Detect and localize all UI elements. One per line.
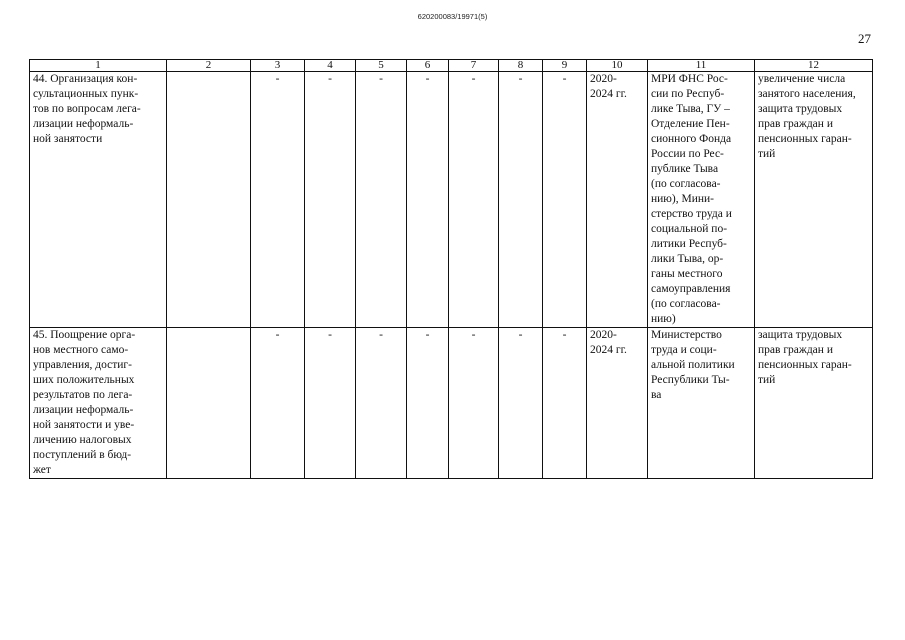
- col5-cell: -: [356, 72, 407, 328]
- header-cell: 6: [407, 60, 449, 72]
- header-row: [30, 60, 873, 72]
- col8-cell: -: [499, 72, 543, 328]
- col3-cell: -: [251, 72, 305, 328]
- col3-cell: -: [251, 328, 305, 479]
- col9-cell: -: [543, 328, 587, 479]
- program-table: [29, 59, 873, 479]
- col7-cell: -: [449, 72, 499, 328]
- measure-name: 44. Организация кон- сультационных пунк- тов по вопросам лега- лизации неформаль- ной занятости: [30, 72, 167, 328]
- col4-cell: -: [305, 328, 356, 479]
- header-cell: 10: [587, 60, 648, 72]
- result-cell: увеличение числа занятого населения, защита трудовых прав граждан и пенсионных гаран- тий: [755, 72, 873, 328]
- header-cell: 12: [755, 60, 873, 72]
- table-row: [30, 328, 873, 479]
- result-cell: защита трудовых прав граждан и пенсионных гаран- тий: [755, 328, 873, 479]
- col5-cell: -: [356, 328, 407, 479]
- document-id: 620200083/19971(5): [417, 12, 488, 21]
- col7-cell: -: [449, 328, 499, 479]
- col6-cell: -: [407, 72, 449, 328]
- col4-cell: -: [305, 72, 356, 328]
- header-cell: 11: [648, 60, 755, 72]
- col9-cell: -: [543, 72, 587, 328]
- header-cell: 7: [449, 60, 499, 72]
- col8-cell: -: [499, 328, 543, 479]
- page-number: 27: [858, 31, 871, 46]
- col6-cell: -: [407, 328, 449, 479]
- header-cell: 4: [305, 60, 356, 72]
- period-cell: 2020- 2024 гг.: [587, 328, 648, 479]
- header-cell: 9: [543, 60, 587, 72]
- header-cell: 1: [30, 60, 167, 72]
- executor-cell: Министерство труда и соци- альной политики Республики Ты- ва: [648, 328, 755, 479]
- header-cell: 5: [356, 60, 407, 72]
- executor-cell: МРИ ФНС Рос- сии по Респуб- лике Тыва, ГУ – Отделение Пен- сионного Фонда России по Рес- публике Тыва (по согласова- нию), Мини- стерство труда и социальной по- литики Респуб- лики Тыва, ор- ганы местного самоуправления (по согласова- нию): [648, 72, 755, 328]
- period-cell: 2020- 2024 гг.: [587, 72, 648, 328]
- col2-cell: [167, 328, 251, 479]
- table-row: [30, 72, 873, 328]
- col2-cell: [167, 72, 251, 328]
- header-cell: 8: [499, 60, 543, 72]
- header-cell: 3: [251, 60, 305, 72]
- header-cell: 2: [167, 60, 251, 72]
- measure-name: 45. Поощрение орга- нов местного само- управления, достиг- ших положительных результатов по лега- лизации неформаль- ной занятости и уве- личению налоговых поступлений в бюд- жет: [30, 328, 167, 479]
